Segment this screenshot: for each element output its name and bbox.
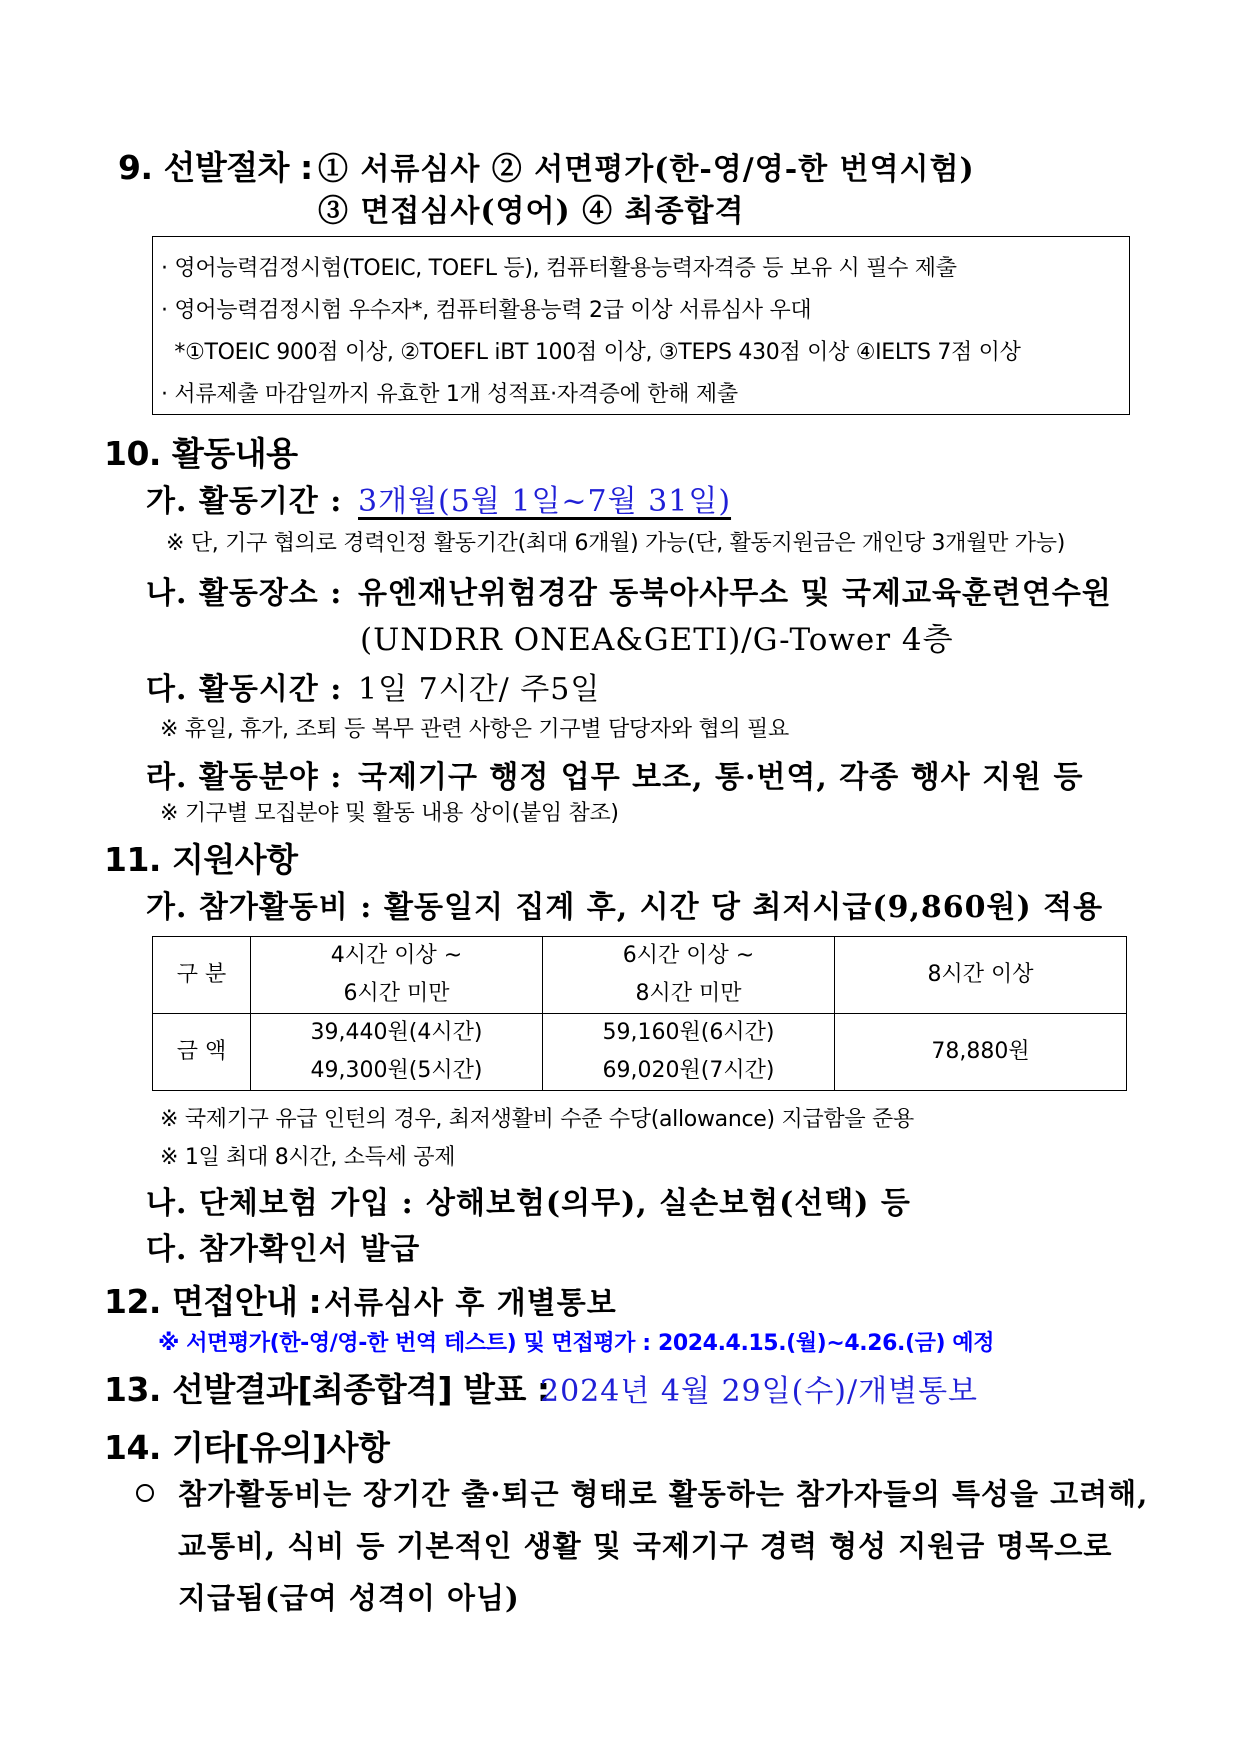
insurance-value: 상해보험(의무), 실손보험(선택) 등 bbox=[426, 1186, 911, 1221]
requirement-item: · 영어능력검정시험 우수자*, 컴퓨터활용능력 2급 이상 서류심사 우대 bbox=[161, 298, 812, 323]
interview-schedule-note: ※ 서면평가(한-영/영-한 번역 테스트) 및 면접평가 : 2024.4.15.(월)~4.26.(금) 예정 bbox=[158, 1331, 995, 1356]
insurance-label: 나. 단체보험 가입 : bbox=[146, 1186, 414, 1221]
requirement-item: · 서류제출 마감일까지 유효한 1개 성적표·자격증에 한해 제출 bbox=[161, 382, 738, 407]
allowance-label: 가. 참가활동비 : bbox=[146, 890, 373, 925]
allowance-table bbox=[152, 936, 1127, 1091]
table-header-cell: 구 분 bbox=[153, 937, 251, 1014]
activity-hours-label: 다. 활동시간 : bbox=[146, 672, 343, 707]
table-cell: 59,160원(6시간) 69,020원(7시간) bbox=[543, 1014, 835, 1091]
section-9-heading: 9. 선발절차 : bbox=[118, 148, 313, 187]
selection-steps-line1: ① 서류심사 ② 서면평가(한-영/영-한 번역시험) bbox=[318, 152, 975, 187]
certificate-label: 다. 참가확인서 발급 bbox=[146, 1232, 421, 1267]
activity-location-value-2: (UNDRR ONEA&GETI)/G-Tower 4층 bbox=[360, 622, 954, 658]
activity-field-value: 국제기구 행정 업무 보조, 통·번역, 각종 행사 지원 등 bbox=[358, 760, 1084, 795]
allowance-note-1: ※ 국제기구 유급 인턴의 경우, 최저생활비 수준 수당(allowance) 지급함을 준용 bbox=[160, 1107, 914, 1132]
table-cell: 39,440원(4시간) 49,300원(5시간) bbox=[251, 1014, 543, 1091]
requirement-item: · 영어능력검정시험(TOEIC, TOEFL 등), 컴퓨터활용능력자격증 등 보유 시 필수 제출 bbox=[161, 256, 957, 281]
activity-period-note: ※ 단, 기구 협의로 경력인정 활동기간(최대 6개월) 가능(단, 활동지원금은 개인당 3개월만 가능) bbox=[166, 531, 1065, 556]
interview-value: 서류심사 후 개별통보 bbox=[324, 1286, 617, 1321]
requirements-box bbox=[152, 236, 1130, 415]
allowance-value: 활동일지 집계 후, 시간 당 최저시급(9,860원) 적용 bbox=[384, 890, 1104, 925]
notice-line-2: 교통비, 식비 등 기본적인 생활 및 국제기구 경력 형성 지원금 명목으로 bbox=[178, 1529, 1113, 1563]
section-11-heading: 11. 지원사항 bbox=[104, 840, 298, 879]
activity-location-label: 나. 활동장소 : bbox=[146, 576, 343, 611]
activity-hours-value: 1일 7시간/ 주5일 bbox=[358, 672, 601, 707]
activity-period-value: 3개월(5월 1일~7월 31일) bbox=[358, 484, 732, 519]
section-12-heading: 12. 면접안내 : bbox=[104, 1282, 322, 1321]
notice-line-1: 참가활동비는 장기간 출·퇴근 형태로 활동하는 참가자들의 특성을 고려해, bbox=[178, 1477, 1149, 1511]
table-header-cell: 4시간 이상 ~ 6시간 미만 bbox=[251, 937, 543, 1014]
table-header-cell: 6시간 이상 ~ 8시간 미만 bbox=[543, 937, 835, 1014]
table-row bbox=[153, 1014, 1127, 1091]
activity-hours-note: ※ 휴일, 휴가, 조퇴 등 복무 관련 사항은 기구별 담당자와 협의 필요 bbox=[160, 717, 789, 742]
activity-period-label: 가. 활동기간 : bbox=[146, 484, 343, 519]
activity-field-note: ※ 기구별 모집분야 및 활동 내용 상이(붙임 참조) bbox=[160, 801, 619, 826]
activity-field-label: 라. 활동분야 : bbox=[146, 760, 343, 795]
allowance-note-2: ※ 1일 최대 8시간, 소득세 공제 bbox=[160, 1145, 456, 1170]
notice-line-3: 지급됨(급여 성격이 아님) bbox=[178, 1581, 520, 1615]
result-date-value: 2024년 4월 29일(수)/개별통보 bbox=[540, 1374, 979, 1409]
section-14-heading: 14. 기타[유의]사항 bbox=[104, 1428, 390, 1467]
table-header-row bbox=[153, 937, 1127, 1014]
requirement-sub-item: *①TOEIC 900점 이상, ②TOEFL iBT 100점 이상, ③TEPS 430점 이상 ④IELTS 7점 이상 bbox=[161, 340, 1021, 365]
table-cell: 78,880원 bbox=[835, 1014, 1127, 1091]
table-header-cell: 8시간 이상 bbox=[835, 937, 1127, 1014]
section-13-heading: 13. 선발결과[최종합격] 발표 : bbox=[104, 1370, 550, 1409]
selection-steps-line2: ③ 면접심사(영어) ④ 최종합격 bbox=[318, 194, 745, 229]
section-10-heading: 10. 활동내용 bbox=[104, 434, 298, 473]
activity-location-value: 유엔재난위험경감 동북아사무소 및 국제교육훈련연수원 bbox=[358, 576, 1112, 611]
circle-bullet-icon bbox=[136, 1484, 154, 1506]
table-cell: 금 액 bbox=[153, 1014, 251, 1091]
